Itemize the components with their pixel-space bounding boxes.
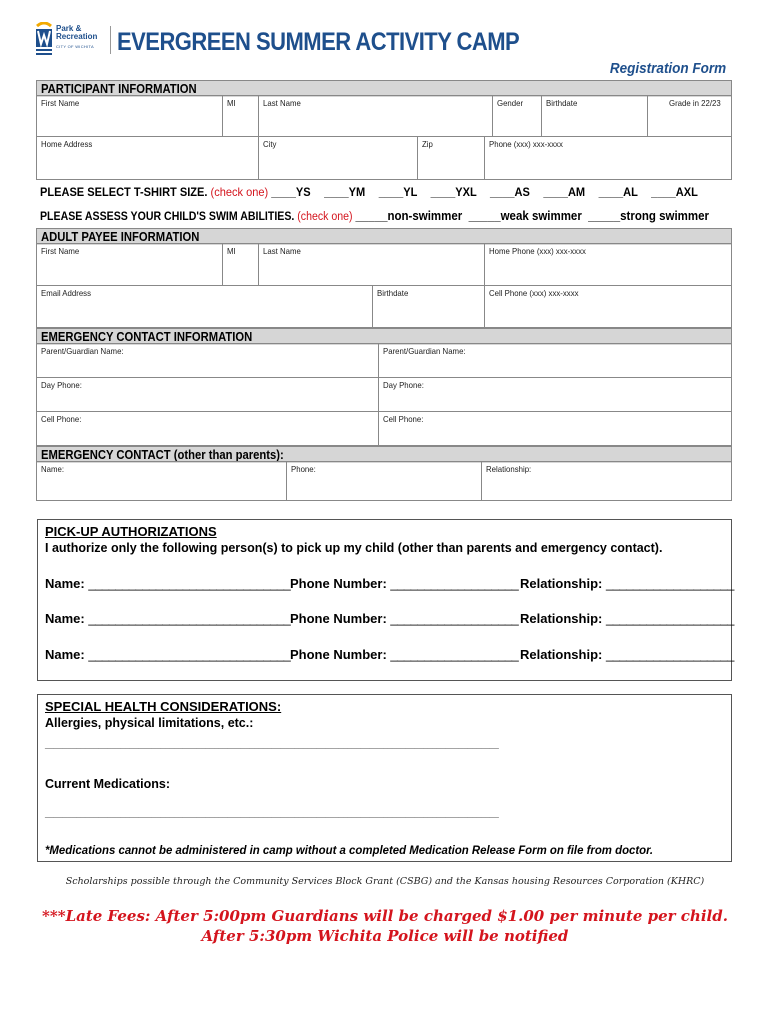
late-fee-line-1: ***Late Fees: After 5:00pm Guardians will be charged $1.00 per minute per child. <box>42 907 728 925</box>
participant-gender-field[interactable]: Gender <box>492 95 542 137</box>
guardian-2-name-field[interactable]: Parent/Guardian Name: <box>378 343 732 378</box>
form-subtitle: Registration Form <box>609 60 726 77</box>
pickup-row-3-relationship <box>520 647 734 662</box>
guardian-1-day-phone-field[interactable]: Day Phone: <box>36 377 379 412</box>
header-divider <box>110 26 111 54</box>
medications-input-line[interactable]: ______________________________________________________________________________________________________ <box>45 809 499 818</box>
pickup-heading: PICK-UP AUTHORIZATIONS <box>45 524 217 539</box>
city-field[interactable]: City <box>258 136 418 180</box>
medications-label: Current Medications: <box>45 777 171 791</box>
tshirt-options[interactable]: ____YS ____YM ____YL ____YXL ____AS ____AM ____AL ____AXL <box>271 185 698 199</box>
pickup-row-1 <box>45 576 290 591</box>
pickup-phone-input[interactable]: ___________________ <box>390 611 519 626</box>
participant-birthdate-field[interactable]: Birthdate <box>541 95 648 137</box>
pickup-row-2 <box>45 611 290 626</box>
payee-first-name-field[interactable]: First Name <box>36 243 223 286</box>
tshirt-size-row <box>40 185 698 199</box>
pickup-authorizations-box <box>37 519 732 681</box>
participant-grade-field[interactable]: Grade in 22/23 <box>647 95 732 137</box>
participant-phone-field[interactable]: Phone (xxx) xxx-xxxx <box>484 136 732 180</box>
pickup-relationship-label: Relationship: <box>520 611 603 626</box>
swim-label: PLEASE ASSESS YOUR CHILD'S SWIM ABILITIES. <box>40 211 295 223</box>
logo-subtext: CITY OF WICHITA <box>56 44 94 49</box>
logo-line-2: Recreation <box>56 32 98 41</box>
pickup-name-label: Name: <box>45 611 85 626</box>
pickup-relationship-label: Relationship: <box>520 576 603 591</box>
emergency-other-relationship-field[interactable]: Relationship: <box>481 461 732 501</box>
pickup-phone-input[interactable]: ___________________ <box>390 647 519 662</box>
payee-cell-phone-field[interactable]: Cell Phone (xxx) xxx-xxxx <box>484 285 732 328</box>
guardian-2-cell-phone-field[interactable]: Cell Phone: <box>378 411 732 446</box>
pickup-phone-label: Phone Number: <box>290 576 387 591</box>
payee-last-name-field[interactable]: Last Name <box>258 243 485 286</box>
health-heading: SPECIAL HEALTH CONSIDERATIONS: <box>45 699 282 714</box>
scholarship-note: Scholarships possible through the Community Services Block Grant (CSBG) and the Kansas housing Resources Corporation (KHRC) <box>65 876 705 887</box>
participant-section-heading: PARTICIPANT INFORMATION <box>36 80 732 97</box>
emergency-other-name-field[interactable]: Name: <box>36 461 287 501</box>
medication-note: *Medications cannot be administered in camp without a completed Medication Release Form on file from doctor. <box>45 843 654 857</box>
participant-first-name-field[interactable]: First Name <box>36 95 223 137</box>
participant-last-name-field[interactable]: Last Name <box>258 95 493 137</box>
guardian-1-cell-phone-field[interactable]: Cell Phone: <box>36 411 379 446</box>
home-address-field[interactable]: Home Address <box>36 136 259 180</box>
pickup-phone-label: Phone Number: <box>290 611 387 626</box>
pickup-name-label: Name: <box>45 576 85 591</box>
pickup-relationship-label: Relationship: <box>520 647 603 662</box>
emergency-section-heading: EMERGENCY CONTACT INFORMATION <box>36 328 732 345</box>
pickup-row-3 <box>45 647 290 662</box>
emergency-other-section-heading: EMERGENCY CONTACT (other than parents): <box>36 446 732 463</box>
tshirt-check-one: (check one) <box>210 185 269 199</box>
health-considerations-box <box>37 694 732 862</box>
pickup-name-input[interactable]: ______________________________ <box>88 647 291 662</box>
swim-options[interactable]: _____non-swimmer _____weak swimmer _____strong swimmer <box>355 209 709 223</box>
pickup-relationship-input[interactable]: ___________________ <box>605 576 734 591</box>
pickup-relationship-input[interactable]: ___________________ <box>605 647 734 662</box>
pickup-relationship-input[interactable]: ___________________ <box>605 611 734 626</box>
zip-field[interactable]: Zip <box>417 136 485 180</box>
pickup-row-1-phone <box>290 576 518 591</box>
pickup-row-2-phone <box>290 611 518 626</box>
pickup-name-label: Name: <box>45 647 85 662</box>
tshirt-label: PLEASE SELECT T-SHIRT SIZE. <box>40 185 208 199</box>
guardian-2-day-phone-field[interactable]: Day Phone: <box>378 377 732 412</box>
payee-home-phone-field[interactable]: Home Phone (xxx) xxx-xxxx <box>484 243 732 286</box>
pickup-statement: I authorize only the following person(s) to pick up my child (other than parents and emergency contact). <box>45 541 663 555</box>
swim-ability-row <box>40 209 709 223</box>
page-title: EVERGREEN SUMMER ACTIVITY CAMP <box>117 28 520 56</box>
late-fee-line-2: After 5:30pm Wichita Police will be notified <box>201 927 569 945</box>
pickup-name-input[interactable]: ______________________________ <box>88 576 291 591</box>
allergies-label: Allergies, physical limitations, etc.: <box>45 716 254 730</box>
allergies-input-line[interactable]: ______________________________________________________________________________________________________ <box>45 740 499 749</box>
payee-birthdate-field[interactable]: Birthdate <box>372 285 485 328</box>
payee-section-heading: ADULT PAYEE INFORMATION <box>36 228 732 245</box>
guardian-1-name-field[interactable]: Parent/Guardian Name: <box>36 343 379 378</box>
logo-mark-icon <box>34 22 54 56</box>
pickup-row-3-phone <box>290 647 518 662</box>
pickup-phone-label: Phone Number: <box>290 647 387 662</box>
logo-line-1: Park & <box>56 24 82 33</box>
pickup-name-input[interactable]: ______________________________ <box>88 611 291 626</box>
pickup-row-1-relationship <box>520 576 734 591</box>
pickup-phone-input[interactable]: ___________________ <box>390 576 519 591</box>
pickup-row-2-relationship <box>520 611 734 626</box>
swim-check-one: (check one) <box>297 211 353 223</box>
participant-mi-field[interactable]: MI <box>222 95 259 137</box>
payee-mi-field[interactable]: MI <box>222 243 259 286</box>
payee-email-field[interactable]: Email Address <box>36 285 373 328</box>
park-recreation-logo <box>34 22 110 56</box>
emergency-other-phone-field[interactable]: Phone: <box>286 461 482 501</box>
